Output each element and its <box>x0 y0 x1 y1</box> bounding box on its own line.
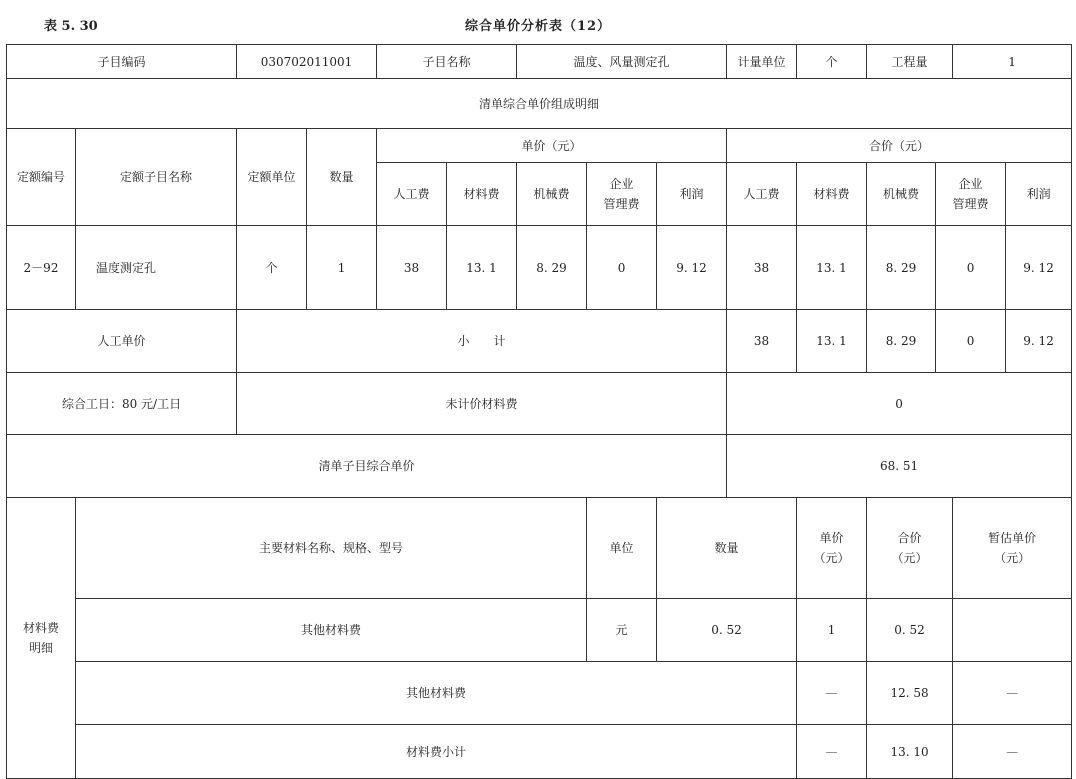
col-total-price-group: 合价（元） <box>727 129 1072 163</box>
workday-row <box>7 373 1072 435</box>
material-subtotal-row <box>7 725 1072 779</box>
material-col-unit-price: 单价 （元） <box>797 498 867 599</box>
material-row2-est-unit: — <box>953 662 1072 725</box>
item-unit-profit: 9. 12 <box>657 226 727 310</box>
section-title-row <box>7 79 1072 129</box>
material-col-est-unit: 暂估单价 （元） <box>953 498 1072 599</box>
col-total-mgmt: 企业 管理费 <box>936 163 1006 226</box>
material-header-row <box>7 498 1072 599</box>
table-caption <box>0 15 1076 37</box>
col-total-machine: 机械费 <box>867 163 936 226</box>
item-unit: 个 <box>237 226 307 310</box>
subtotal-label: 小 计 <box>237 310 727 373</box>
item-unit-material: 13. 1 <box>447 226 517 310</box>
material-row <box>7 599 1072 662</box>
header-info-row <box>7 45 1072 79</box>
subtotal-labor: 38 <box>727 310 797 373</box>
item-row <box>7 226 1072 310</box>
col-unit-mgmt: 企业 管理费 <box>587 163 657 226</box>
subtotal-mgmt: 0 <box>936 310 1006 373</box>
table-title: 综合单价分析表（12） <box>464 19 612 34</box>
col-unit-labor: 人工费 <box>377 163 447 226</box>
item-unit-labor: 38 <box>377 226 447 310</box>
composite-price-row <box>7 435 1072 498</box>
material-row2-name: 其他材料费 <box>76 662 797 725</box>
col-quota-unit: 定额单位 <box>237 129 307 226</box>
material-row2-unit-price: — <box>797 662 867 725</box>
item-total-machine: 8. 29 <box>867 226 936 310</box>
material-row1-name: 其他材料费 <box>76 599 587 662</box>
material-col-unit: 单位 <box>587 498 657 599</box>
material-row1-unit: 元 <box>587 599 657 662</box>
item-total-mgmt: 0 <box>936 226 1006 310</box>
table-number: 表 5. 30 <box>44 19 98 34</box>
material-row2-total-price: 12. 58 <box>867 662 953 725</box>
unit-price-analysis-table <box>6 44 1072 779</box>
material-row <box>7 662 1072 725</box>
col-quota-no: 定额编号 <box>7 129 76 226</box>
material-subtotal-total-price: 13. 10 <box>867 725 953 779</box>
material-row1-est-unit <box>953 599 1072 662</box>
col-unit-machine: 机械费 <box>517 163 587 226</box>
col-total-profit: 利润 <box>1006 163 1072 226</box>
item-total-labor: 38 <box>727 226 797 310</box>
col-unit-profit: 利润 <box>657 163 727 226</box>
material-subtotal-unit-price: — <box>797 725 867 779</box>
subtotal-row <box>7 310 1072 373</box>
col-unit-material: 材料费 <box>447 163 517 226</box>
column-header-row <box>7 129 1072 163</box>
material-col-qty: 数量 <box>657 498 797 599</box>
item-total-material: 13. 1 <box>797 226 867 310</box>
name-value: 温度、风量测定孔 <box>517 45 727 79</box>
workday-label: 综合工日：80 元/工日 <box>7 373 237 435</box>
col-quota-name: 定额子目名称 <box>76 129 237 226</box>
qty-label: 工程量 <box>867 45 953 79</box>
material-subtotal-est-unit: — <box>953 725 1072 779</box>
item-unit-machine: 8. 29 <box>517 226 587 310</box>
code-value: 030702011001 <box>237 45 377 79</box>
section-title: 清单综合单价组成明细 <box>7 79 1072 129</box>
item-unit-mgmt: 0 <box>587 226 657 310</box>
material-col-total-price: 合价 （元） <box>867 498 953 599</box>
subtotal-profit: 9. 12 <box>1006 310 1072 373</box>
subtotal-material: 13. 1 <box>797 310 867 373</box>
col-total-material: 材料费 <box>797 163 867 226</box>
unit-label: 计量单位 <box>727 45 797 79</box>
code-label: 子目编码 <box>7 45 237 79</box>
qty-value: 1 <box>953 45 1072 79</box>
unpriced-material-label: 未计价材料费 <box>237 373 727 435</box>
composite-price-label: 清单子目综合单价 <box>7 435 727 498</box>
col-quantity: 数量 <box>307 129 377 226</box>
material-row1-unit-price: 1 <box>797 599 867 662</box>
material-subtotal-label: 材料费小计 <box>76 725 797 779</box>
col-unit-price-group: 单价（元） <box>377 129 727 163</box>
item-name: 温度测定孔 <box>76 226 237 310</box>
unpriced-material-value: 0 <box>727 373 1072 435</box>
material-row1-total-price: 0. 52 <box>867 599 953 662</box>
subtotal-machine: 8. 29 <box>867 310 936 373</box>
name-label: 子目名称 <box>377 45 517 79</box>
item-no: 2－92 <box>7 226 76 310</box>
material-row1-qty: 0. 52 <box>657 599 797 662</box>
unit-value: 个 <box>797 45 867 79</box>
col-total-labor: 人工费 <box>727 163 797 226</box>
item-total-profit: 9. 12 <box>1006 226 1072 310</box>
material-col-name: 主要材料名称、规格、型号 <box>76 498 587 599</box>
material-detail-label: 材料费 明细 <box>7 498 76 779</box>
composite-price-value: 68. 51 <box>727 435 1072 498</box>
item-qty: 1 <box>307 226 377 310</box>
labor-unit-price-label: 人工单价 <box>7 310 237 373</box>
